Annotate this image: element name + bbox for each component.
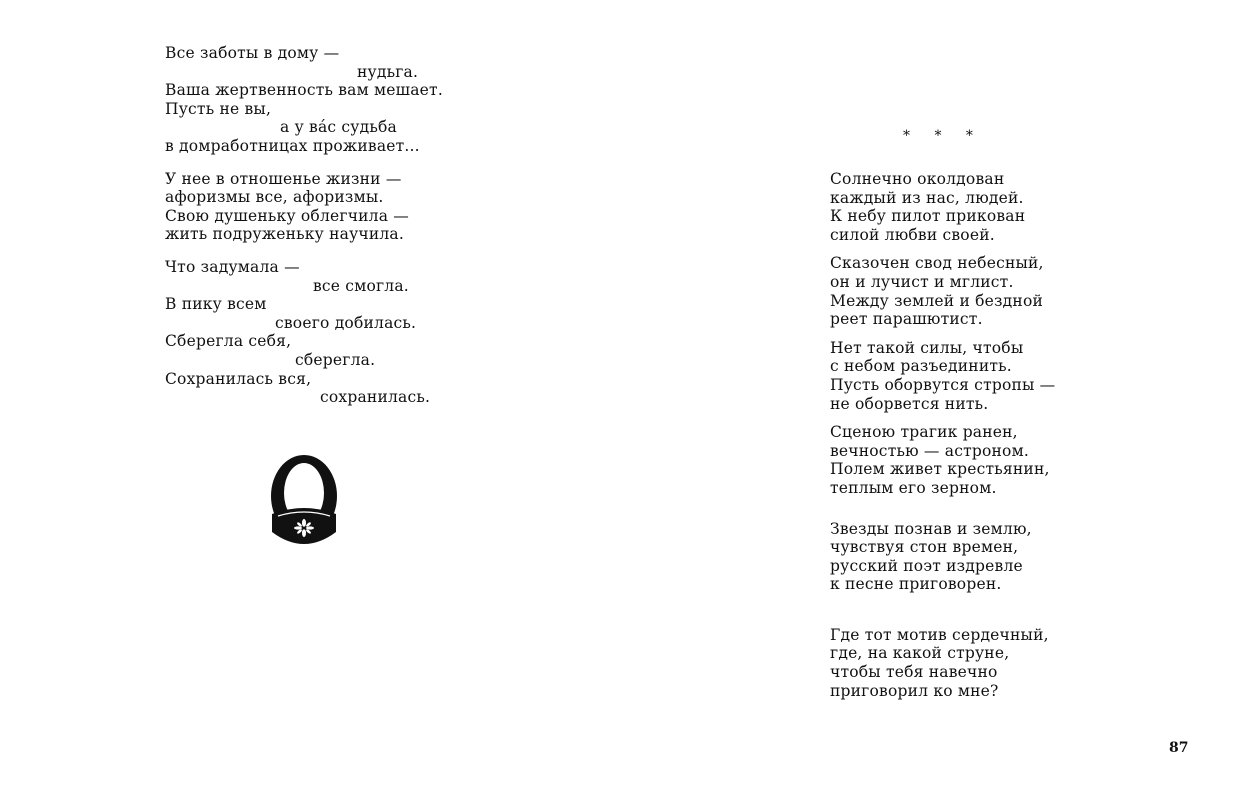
poem-line: не оборвется нить. <box>830 394 989 413</box>
left-poem <box>165 44 505 407</box>
poem-line: с небом разъединить. <box>830 357 1012 376</box>
poem-line: приговорил ко мне? <box>830 681 999 700</box>
poem-line: Сценою трагик ранен, <box>830 423 1018 442</box>
poem-line: жить подруженьку научила. <box>165 225 404 244</box>
poem-line: силой любви своей. <box>830 225 995 244</box>
right-page <box>625 0 1250 800</box>
poem-line: Где тот мотив сердечный, <box>830 625 1049 644</box>
right-poem <box>830 170 1130 700</box>
stanza-gap <box>830 498 1130 520</box>
stanza-gap <box>830 244 1130 254</box>
ring-ornament-icon <box>268 452 340 552</box>
poem-line: вечностью — астроном. <box>830 441 1029 460</box>
poem-line: чувствуя стон времен, <box>830 538 1019 557</box>
poem-line: нудьга. <box>357 62 419 81</box>
stanza-gap <box>165 244 505 258</box>
poem-line: Сказочен свод небесный, <box>830 254 1044 273</box>
poem-line: своего добилась. <box>275 313 417 332</box>
poem-line: К небу пилот прикован <box>830 207 1026 226</box>
poem-line: Что задумала — <box>165 257 300 276</box>
poem-line: сохранилась. <box>320 388 431 407</box>
poem-line: Сберегла себя, <box>165 332 292 351</box>
poem-line: Нет такой силы, чтобы <box>830 338 1024 357</box>
poem-line: а у ва́с судьба <box>280 118 397 137</box>
poem-line: Сохранилась вся, <box>165 369 312 388</box>
poem-line: реет парашютист. <box>830 310 983 329</box>
stanza-gap <box>830 594 1130 626</box>
page-number: 87 <box>1169 740 1189 756</box>
poem-line: сберегла. <box>295 350 376 369</box>
poem-line: Все заботы в дому — <box>165 44 340 62</box>
poem-line: чтобы тебя навечно <box>830 663 998 682</box>
poem-line: Пусть не вы, <box>165 99 272 118</box>
poem-line: афоризмы все, афоризмы. <box>165 188 384 207</box>
poem-line: Между землей и бездной <box>830 291 1044 310</box>
poem-line: в домработницах проживает... <box>165 136 420 155</box>
poem-line: Звезды познав и землю, <box>830 519 1032 538</box>
stanza-gap <box>830 329 1130 339</box>
poem-line: русский поэт издревле <box>830 556 1023 575</box>
poem-line: к песне приговорен. <box>830 575 1002 594</box>
poem-line: В пику всем <box>165 295 267 314</box>
poem-line: все смогла. <box>313 276 409 295</box>
poem-line: каждый из нас, людей. <box>830 188 1024 207</box>
poem-line: Полем живет крестьянин, <box>830 460 1050 479</box>
section-separator: * * * <box>903 128 983 144</box>
poem-line: Ваша жертвенность вам мешает. <box>165 81 443 100</box>
stanza-gap <box>165 156 505 170</box>
poem-line: Свою душеньку облегчила — <box>165 206 409 225</box>
stanza-gap <box>830 413 1130 423</box>
poem-line: Солнечно околдован <box>830 170 1005 188</box>
poem-line: Пусть оборвутся стропы — <box>830 375 1056 394</box>
poem-line: где, на какой струне, <box>830 644 1010 663</box>
poem-line: У нее в отношенье жизни — <box>165 169 402 188</box>
poem-line: он и лучист и мглист. <box>830 272 1014 291</box>
poem-line: теплым его зерном. <box>830 478 997 497</box>
